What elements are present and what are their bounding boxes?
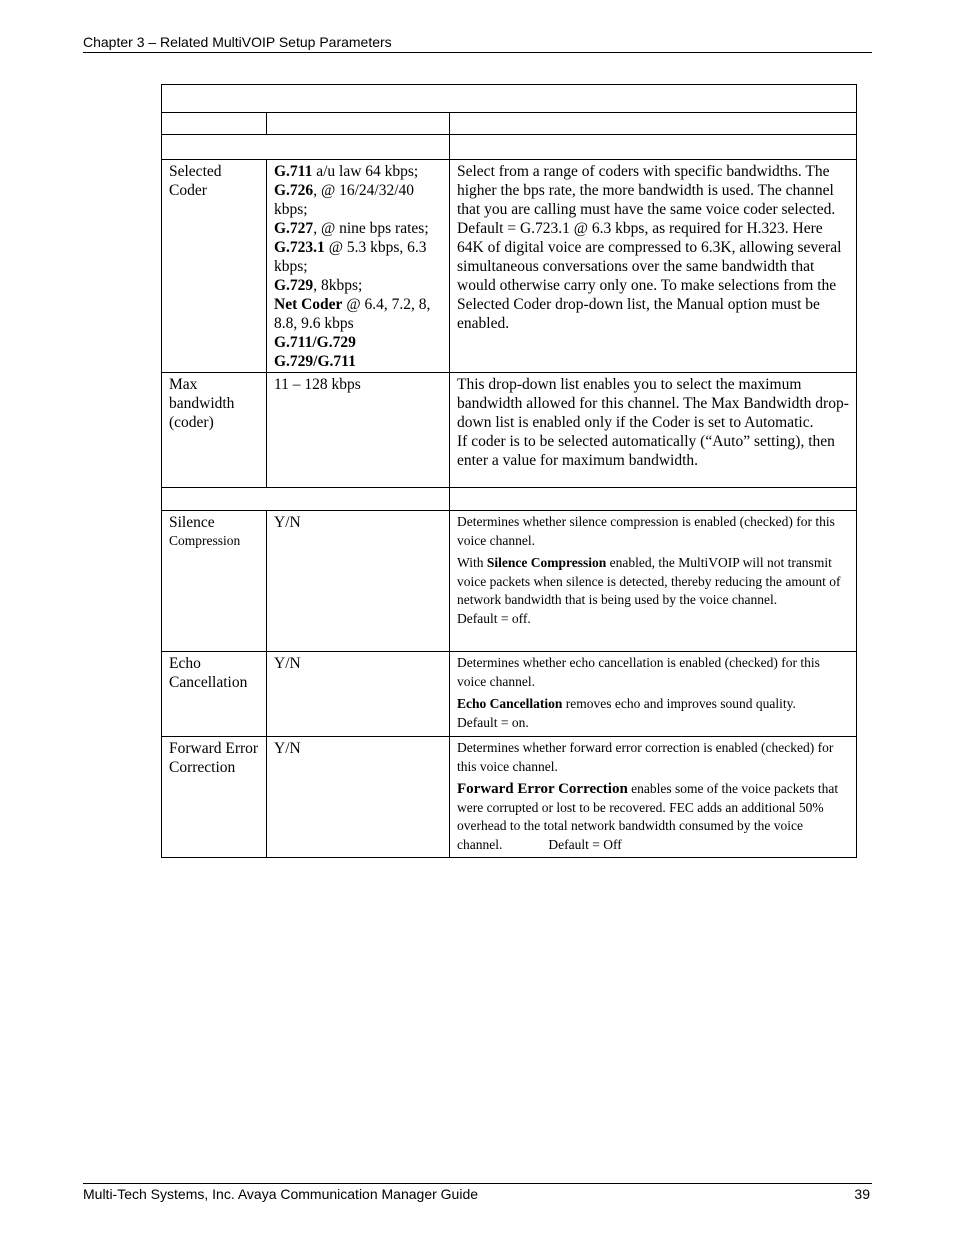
detail-text: With Silence Compression enabled, the MultiVOIP will not transmit voice packets when silence is detected, thereby reducing the amount of network bandwidth that is being used by the voice channel. [457, 555, 841, 607]
param-description [450, 160, 857, 373]
param-values: Y/N [267, 511, 450, 652]
coder-option: G.727, @ nine bps rates; [274, 220, 429, 237]
param-description [450, 652, 857, 737]
section-cell [450, 488, 857, 511]
coder-option: G.729, 8kbps; [274, 277, 363, 294]
section-cell [162, 488, 450, 511]
table-title-row [162, 85, 857, 113]
description-text: Determines whether forward error correction is enabled (checked) for this voice channel. [457, 740, 834, 774]
header-cell [450, 113, 857, 135]
param-name: Selected Coder [162, 160, 267, 373]
footer-text: Multi-Tech Systems, Inc. Avaya Communication Manager Guide [83, 1186, 479, 1202]
param-values: Y/N [267, 652, 450, 737]
description-text: Select from a range of coders with specific bandwidths. The higher the bps rate, the more bandwidth is used. The channel that you are calling must have the same voice coder selected. [457, 163, 836, 218]
detail-text: Echo Cancellation removes echo and improves sound quality. [457, 696, 796, 711]
chapter-title: Chapter 3 – Related MultiVOIP Setup Parameters [83, 34, 392, 50]
description-text: This drop-down list enables you to select the maximum bandwidth allowed for this channel. The Max Bandwidth drop-down list is enabled only if the Coder is set to Automatic. [457, 376, 849, 431]
param-name: Echo Cancellation [162, 652, 267, 737]
param-description [450, 737, 857, 858]
header-cell [267, 113, 450, 135]
coder-option: G.723.1 @ 5.3 kbps, 6.3 kbps; [274, 239, 427, 275]
param-name: Silence Compression [162, 511, 267, 652]
default-text: Default = off. [457, 610, 531, 626]
param-description [450, 511, 857, 652]
section-row [162, 135, 857, 160]
header-cell [162, 113, 267, 135]
param-name: Max bandwidth (coder) [162, 373, 267, 488]
description-text: Determines whether echo cancellation is enabled (checked) for this voice channel. [457, 655, 820, 689]
default-text: Default = on. [457, 714, 529, 730]
description-text: Determines whether silence compression is enabled (checked) for this voice channel. [457, 514, 835, 548]
section-row [162, 488, 857, 511]
detail-text: Forward Error Correction enables some of the voice packets that were corrupted or lost to be recovered. FEC adds an additional 50% overhead to the total network bandwidth consumed by the voice channel. Default = Off [457, 781, 839, 852]
coder-option: Net Coder @ 6.4, 7.2, 8, 8.8, 9.6 kbps [274, 296, 431, 332]
page-header [83, 33, 872, 53]
table-row [162, 737, 857, 858]
param-values [267, 160, 450, 373]
coder-option: G.711/G.729 [274, 334, 356, 351]
table-row [162, 511, 857, 652]
table-row [162, 652, 857, 737]
section-cell [162, 135, 450, 160]
table-row [162, 373, 857, 488]
coder-option: G.729/G.711 [274, 353, 356, 370]
page-footer [83, 1183, 872, 1203]
page-number: 39 [854, 1186, 870, 1202]
coder-option: G.726, @ 16/24/32/40 kbps; [274, 182, 415, 218]
param-description [450, 373, 857, 488]
param-values: Y/N [267, 737, 450, 858]
param-name: Forward Error Correction [162, 737, 267, 858]
description-text: If coder is to be selected automatically (“Auto” setting), then enter a value for maximum bandwidth. [457, 433, 835, 469]
voice-parameters-table [161, 84, 857, 858]
section-cell [450, 135, 857, 160]
coder-option: G.711 a/u law 64 kbps; [274, 163, 419, 180]
default-text: Default = G.723.1 @ 6.3 kbps, as required for H.323. Here 64K of digital voice are compressed to 6.3K, allowing several simultaneous conversations over the same bandwidth that would otherwise carry only one. To make selections from the Selected Coder drop-down list, the Manual option must be enabled. [457, 220, 842, 332]
table-row [162, 160, 857, 373]
table-header-row [162, 113, 857, 135]
default-text: Default = Off [548, 836, 622, 852]
param-values: 11 – 128 kbps [267, 373, 450, 488]
